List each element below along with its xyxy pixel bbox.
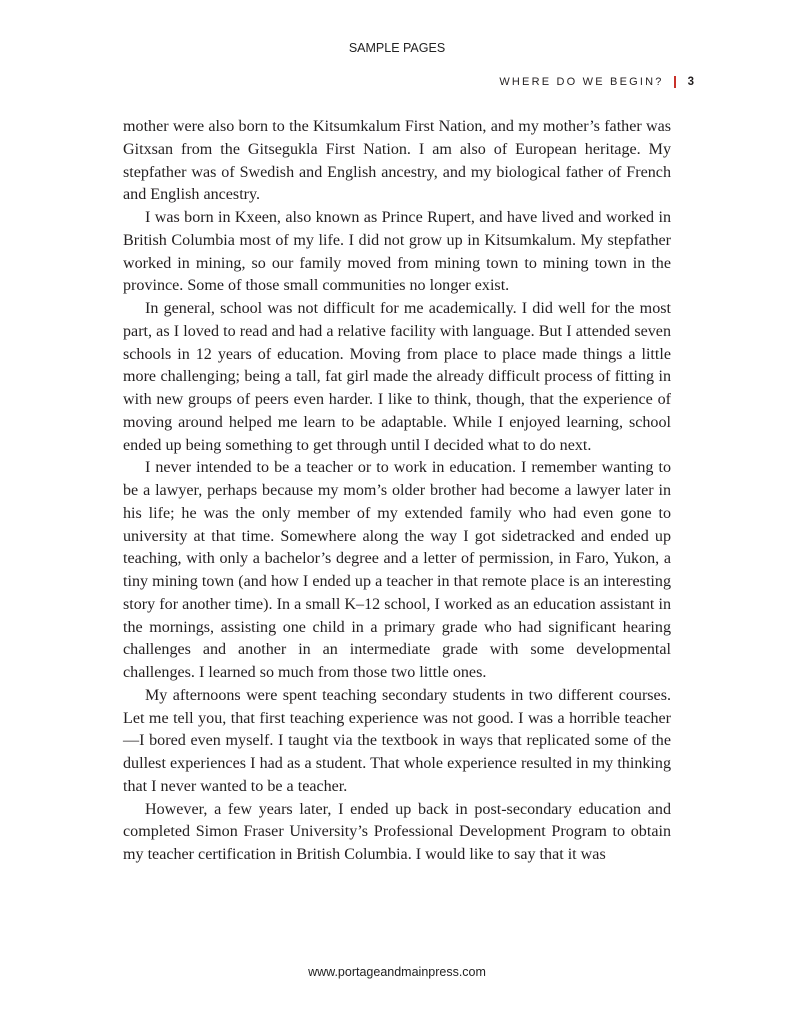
running-head: [499, 76, 694, 88]
paragraph: In general, school was not difficult for me academically. I did well for the most part, as I loved to read and had a relative facility with language. But I attended seven schools in 12 years of education. Moving from place to place made things a little more challenging; being a tall, fat girl made the already difficult process of fitting in with new groups of peers even harder. I like to think, though, that the experience of moving around helped me learn to be adaptable. While I enjoyed learning, school ended up being something to get through until I decided what to do next.: [123, 300, 671, 454]
chapter-title: WHERE DO WE BEGIN?: [499, 76, 664, 88]
paragraph: However, a few years later, I ended up back in post-secondary education and completed Simon Fraser University’s Professional Development Program to obtain my teacher certification in British Columbia. I would like to say that it was: [123, 800, 671, 863]
paragraph: I was born in Kxeen, also known as Prince Rupert, and have lived and worked in British Columbia most of my life. I did not grow up in Kitsumkalum. My stepfather worked in mining, so our family moved from mining town to mining town in the province. Some of those small communities no longer exist.: [123, 209, 671, 295]
sample-pages-label: SAMPLE PAGES: [348, 41, 446, 55]
paragraph: My afternoons were spent teaching secondary students in two different courses. Let me tell you, that first teaching experience was not good. I was a horrible teacher—I bored even myself. I taught via the textbook in ways that replicated some of the dullest experiences I had as a student. That whole experience resulted in my thinking that I never wanted to be a teacher.: [123, 686, 671, 795]
header-divider: [674, 76, 676, 88]
page-number: 3: [687, 76, 694, 88]
body-text: [123, 116, 671, 867]
footer-url[interactable]: www.portageandmainpress.com: [308, 965, 486, 979]
paragraph: I never intended to be a teacher or to work in education. I remember wanting to be a lawyer, perhaps because my mom’s older brother had become a lawyer later in his life; he was the only member of my extended family who had even gone to university at that time. Somewhere along the way I got sidetracked and ended up teaching, with only a bachelor’s degree and a letter of permission, in Faro, Yukon, a tiny mining town (and how I ended up a teacher in that remote place is an interesting story for another time). In a small K–12 school, I worked as an education assistant in the mornings, assisting one child in a primary grade who had significant hearing challenges and another in an intermediate grade with some developmental challenges. I learned so much from those two little ones.: [123, 459, 671, 681]
paragraph: mother were also born to the Kitsumkalum First Nation, and my mother’s father was Gitxsan from the Gitsegukla First Nation. I am also of European heritage. My stepfather was of Swedish and English ancestry, and my biological father of French and English ancestry.: [123, 118, 671, 204]
